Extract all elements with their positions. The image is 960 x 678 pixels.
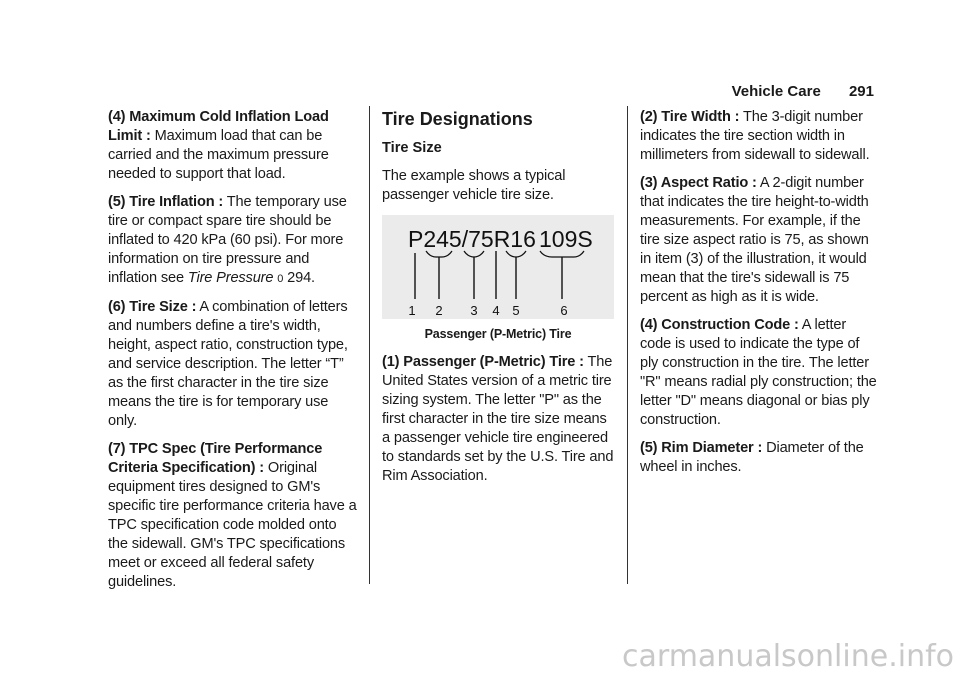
callout-4: 4 (492, 303, 500, 318)
callout-6: 6 (560, 303, 568, 318)
term-tire-width: (2) Tire Width : (640, 109, 740, 125)
tire-size-illustration (382, 215, 614, 319)
paragraph-max-load (108, 108, 358, 184)
text-tire-size: A combination of letters and numbers define a tire's width, height, aspect ratio, construction type, and service description. The letter “T” as the first character in the tire size means the tire is for temporary use only. (108, 299, 348, 429)
callout-3: 3 (470, 303, 478, 318)
section-title: Vehicle Care (731, 83, 821, 100)
xref-arrow-icon: 0 (277, 273, 284, 285)
column-divider-right (627, 106, 628, 584)
term-max-load: (4) Maximum Cold Inflation Load Limit : (108, 109, 329, 144)
callout-numbers (408, 303, 567, 318)
paragraph-tire-width (640, 108, 880, 165)
watermark: carmanualsonline.info (622, 639, 954, 674)
subsection-heading: Tire Size (382, 140, 442, 156)
term-tire-inflation: (5) Tire Inflation : (108, 194, 224, 210)
tire-size-diagram (382, 215, 614, 319)
callout-5: 5 (512, 303, 520, 318)
xref-page[interactable]: 294 (283, 270, 312, 286)
term-p-metric: (1) Passenger (P-Metric) Tire : (382, 354, 584, 370)
text-rim-diameter: Diameter of the wheel in inches. (640, 440, 864, 475)
page-header (732, 83, 874, 100)
text-tire-inflation: The temporary use tire or compact spare tire should be inflated to 420 kPa (60 psi). For more information on tire pressure and inflation see (108, 194, 347, 286)
leader-lines (415, 251, 562, 299)
text-aspect-ratio: A 2-digit number that indicates the tire height-to-width measurements. For example, if the tire size aspect ratio is 75, as shown in item (3) of the illustration, it would mean that the tire's sidewall is 75 percent as high as it is wide. (640, 175, 869, 305)
term-tpc-spec: (7) TPC Spec (Tire Performance Criteria Specification) : (108, 441, 323, 476)
term-rim-diameter: (5) Rim Diameter : (640, 440, 763, 456)
column-right (640, 108, 880, 486)
term-aspect-ratio: (3) Aspect Ratio : (640, 175, 757, 191)
paragraph-tire-size (108, 298, 358, 431)
column-middle (382, 108, 614, 495)
intro-paragraph: The example shows a typical passenger vehicle tire size. (382, 168, 566, 203)
paragraph-tire-inflation (108, 193, 358, 289)
paragraph-tpc-spec (108, 440, 358, 592)
text-p-metric: The United States version of a metric tire sizing system. The letter "P" as the first character in the tire size means a passenger vehicle tire engineered to standards set by the U.S. Tire and Rim Association. (382, 354, 614, 484)
tire-code-left: P245/75R16 (408, 226, 536, 252)
term-tire-size: (6) Tire Size : (108, 299, 197, 315)
paragraph-aspect-ratio (640, 174, 880, 307)
period: . (311, 270, 315, 286)
xref-tire-pressure[interactable]: Tire Pressure (187, 270, 274, 286)
tire-code-right: 109S (539, 226, 593, 252)
figure-caption: Passenger (P-Metric) Tire (424, 327, 572, 341)
page-number: 291 (848, 83, 874, 100)
callout-2: 2 (435, 303, 443, 318)
callout-1: 1 (408, 303, 416, 318)
column-divider-left (369, 106, 370, 584)
text-tire-width: The 3-digit number indicates the tire section width in millimeters from sidewall to sidewall. (640, 109, 870, 163)
text-tpc-spec: Original equipment tires designed to GM's specific tire performance criteria have a TPC specification code molded onto the sidewall. GM's TPC specifications meet or exceed all federal safety guidelines. (108, 460, 357, 590)
section-heading: Tire Designations (382, 109, 533, 129)
text-construction-code: A letter code is used to indicate the type of ply construction in the tire. The letter "R" means radial ply construction; the letter "D" means diagonal or bias ply construction. (640, 317, 877, 428)
paragraph-p-metric (382, 353, 614, 486)
column-left (108, 108, 358, 601)
paragraph-construction-code (640, 316, 880, 430)
term-construction-code: (4) Construction Code : (640, 317, 799, 333)
paragraph-rim-diameter (640, 439, 880, 477)
text-max-load: Maximum load that can be carried and the maximum pressure needed to support that load. (108, 128, 329, 182)
